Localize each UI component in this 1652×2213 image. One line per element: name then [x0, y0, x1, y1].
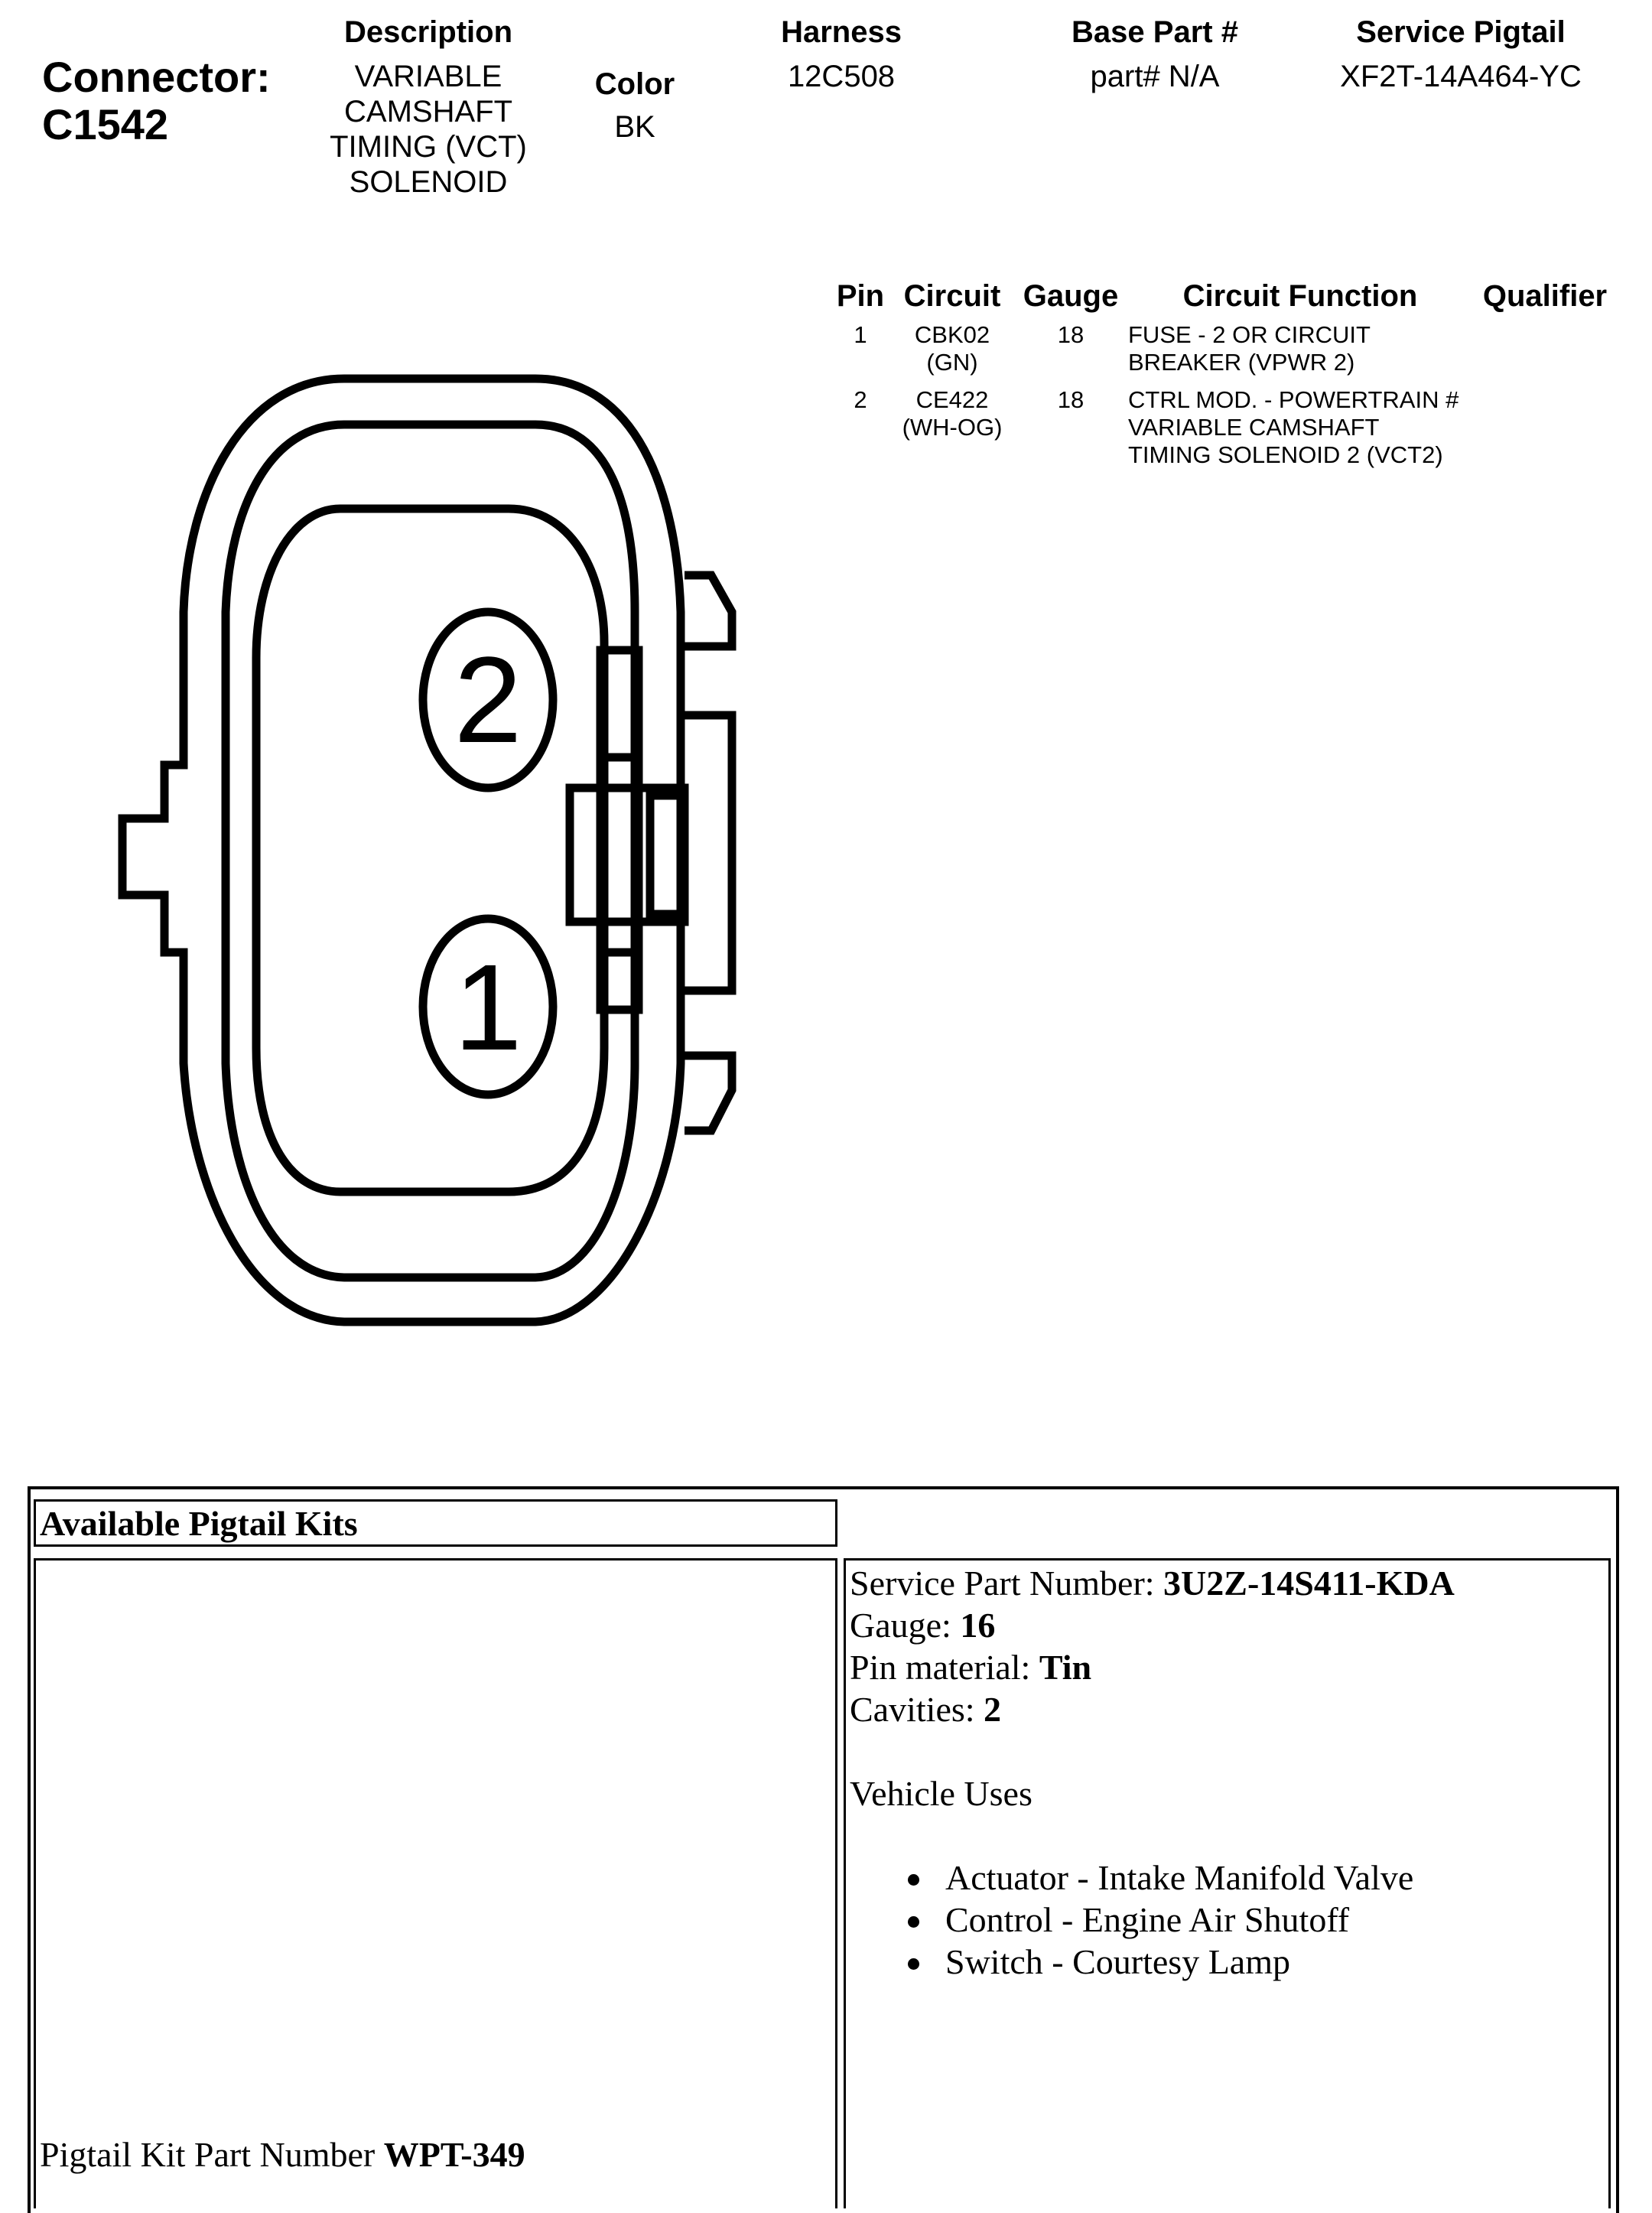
circuit-function-header: Circuit Function — [1182, 279, 1418, 313]
vehicle-use-text: Control - Engine Air Shutoff — [945, 1900, 1350, 1939]
gauge-header: Gauge — [1023, 279, 1119, 313]
function-line: FUSE - 2 OR CIRCUIT — [1128, 321, 1371, 348]
base-part-column — [1025, 15, 1285, 94]
circuit-function-cell — [1128, 386, 1459, 469]
pigtail-kit-part-number — [40, 2134, 525, 2175]
pigtail-kit-part-label: Pigtail Kit Part Number — [40, 2135, 384, 2174]
kit-gauge-value: 16 — [960, 1606, 996, 1645]
harness-value: 12C508 — [787, 60, 896, 93]
connector-diagram — [107, 371, 750, 1342]
circuit-function-cell — [1128, 321, 1371, 376]
description-line: VARIABLE — [354, 60, 502, 93]
gauge-cell: 18 — [1057, 386, 1085, 413]
color-header: Color — [594, 67, 675, 101]
circuit-id: CBK02 — [914, 321, 990, 348]
circuit-color: (WH-OG) — [902, 414, 1003, 441]
harness-column — [734, 15, 948, 94]
connector-insert — [256, 509, 604, 1192]
circuit-cell — [891, 321, 1013, 376]
service-pigtail-column — [1300, 15, 1621, 94]
description-line: SOLENOID — [349, 165, 508, 199]
pigtail-kit-part-value: WPT-349 — [383, 2135, 525, 2174]
color-value: BK — [614, 110, 655, 144]
harness-header: Harness — [781, 15, 902, 49]
bullet-icon — [908, 1874, 919, 1886]
vehicle-use-item — [850, 1941, 1455, 1983]
pin-material-label: Pin material: — [850, 1648, 1039, 1687]
lock-tab-inner — [570, 788, 685, 922]
description-header: Description — [343, 15, 513, 49]
base-part-header: Base Part # — [1072, 15, 1238, 49]
vehicle-uses-list — [850, 1857, 1455, 1983]
function-line: TIMING SOLENOID 2 (VCT2) — [1128, 441, 1443, 468]
circuit-id: CE422 — [915, 386, 989, 413]
base-part-value: part# N/A — [1090, 60, 1220, 93]
circuit-header: Circuit — [903, 279, 1001, 313]
vehicle-use-item — [850, 1899, 1455, 1941]
function-line: CTRL MOD. - POWERTRAIN # — [1128, 386, 1459, 413]
qualifier-header: Qualifier — [1482, 279, 1608, 313]
circuit-color: (GN) — [926, 349, 978, 376]
connector-label: Connector: — [42, 53, 271, 101]
description-column — [306, 15, 551, 200]
bullet-icon — [908, 1916, 919, 1928]
lock-tab-slot — [650, 796, 681, 914]
pin-header: Pin — [836, 279, 885, 313]
latch-tab-lower — [685, 1056, 732, 1131]
pin-label-2: 2 — [454, 631, 522, 768]
gauge-cell: 18 — [1057, 321, 1085, 348]
latch-tab-upper — [685, 575, 732, 646]
bullet-icon — [908, 1958, 919, 1970]
vehicle-use-item — [850, 1857, 1455, 1899]
function-line: VARIABLE CAMSHAFT — [1128, 414, 1380, 441]
cavities-row — [850, 1688, 1455, 1730]
pin-label-1: 1 — [454, 939, 522, 1076]
cavities-label: Cavities: — [850, 1690, 984, 1729]
connector-title — [42, 54, 271, 148]
service-part-label: Service Part Number: — [850, 1564, 1164, 1603]
pigtail-kit-details — [850, 1562, 1455, 1983]
kit-gauge-label: Gauge: — [850, 1606, 961, 1645]
pin-material-row — [850, 1646, 1455, 1688]
description-line: CAMSHAFT — [344, 95, 512, 129]
service-part-number-row — [850, 1562, 1455, 1604]
service-part-value: 3U2Z-14S411-KDA — [1163, 1564, 1455, 1603]
function-line: BREAKER (VPWR 2) — [1128, 349, 1355, 376]
service-pigtail-header: Service Pigtail — [1356, 15, 1566, 49]
pin-material-value: Tin — [1039, 1648, 1092, 1687]
latch-bar — [685, 715, 732, 991]
pigtail-kits-title: Available Pigtail Kits — [40, 1504, 358, 1543]
vehicle-uses-title: Vehicle Uses — [850, 1774, 1032, 1813]
pin-number: 1 — [854, 321, 867, 348]
connector-id: C1542 — [42, 100, 169, 148]
gauge-row — [850, 1604, 1455, 1646]
pigtail-kit-left-cell — [34, 1558, 837, 2208]
pin-number: 2 — [854, 386, 867, 413]
circuit-cell — [891, 386, 1013, 441]
color-column — [558, 67, 711, 145]
description-line: TIMING (VCT) — [330, 130, 527, 164]
vehicle-use-text: Switch - Courtesy Lamp — [945, 1942, 1290, 1981]
service-pigtail-value: XF2T-14A464-YC — [1340, 60, 1582, 93]
cavities-value: 2 — [984, 1690, 1002, 1729]
vehicle-use-text: Actuator - Intake Manifold Valve — [945, 1858, 1414, 1897]
